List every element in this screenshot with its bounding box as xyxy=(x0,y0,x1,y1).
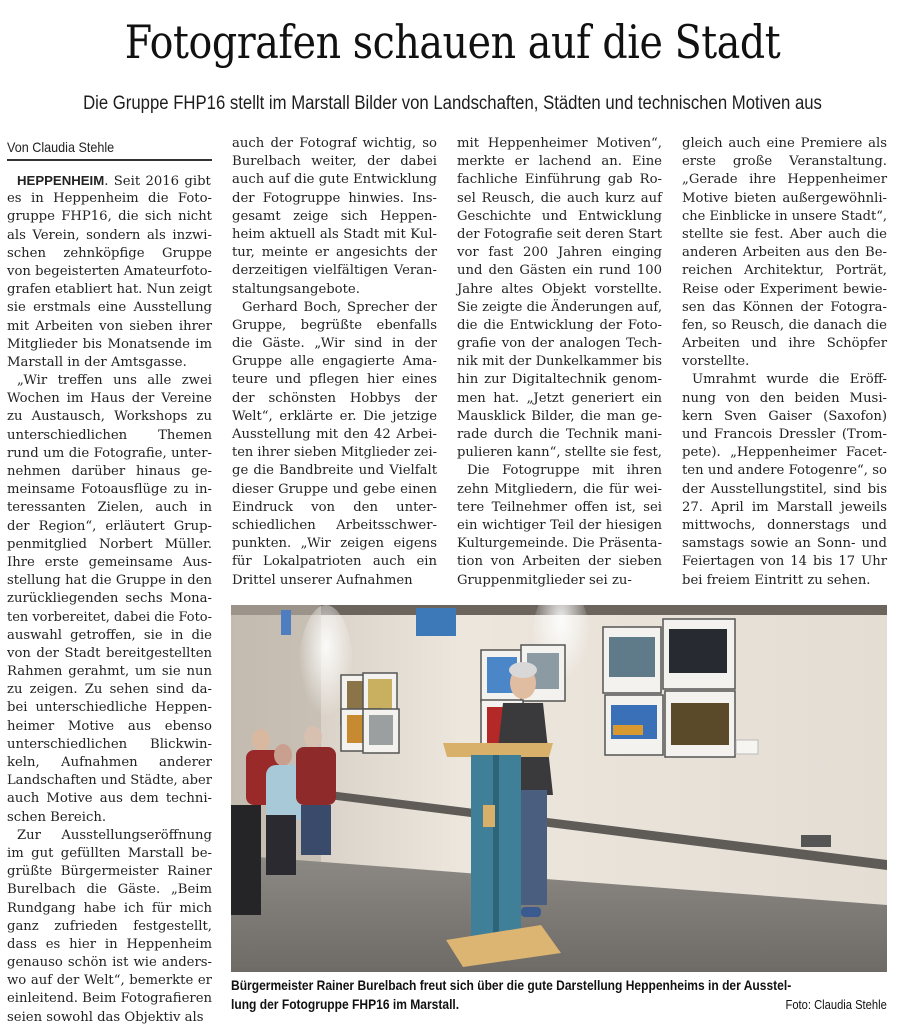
article-text-line xyxy=(682,481,887,499)
article-text: unterschiedlichen Themen xyxy=(7,427,212,443)
article-text-line xyxy=(7,208,212,226)
article-text-line xyxy=(7,518,212,536)
article-text: heimer Motive aus ebenso xyxy=(7,718,212,734)
article-text-line xyxy=(7,172,212,190)
article-text-line xyxy=(457,444,662,462)
article-text-line xyxy=(7,881,212,899)
article-text-line xyxy=(7,845,212,863)
article-text-line xyxy=(7,318,212,336)
article-text: penmitglied Norbert Müller. xyxy=(7,536,212,552)
article-text-line xyxy=(7,918,212,936)
article-text-line xyxy=(682,244,887,262)
article-text: stellte sie fest. Aber auch die xyxy=(682,226,887,242)
article-text-line xyxy=(232,553,437,571)
article-text: teressanten Zielen, auch in xyxy=(7,500,212,516)
article-text-line xyxy=(7,809,212,827)
article-text: Kulturgemeinde. Die Präsenta- xyxy=(457,536,662,552)
article-text-line xyxy=(457,481,662,499)
article-text: auswahl getroffen, sie in die xyxy=(7,627,212,643)
article-text-line xyxy=(232,171,437,189)
article-text-line xyxy=(7,590,212,608)
article-text: anderen Arbeiten aus den Be- xyxy=(682,245,887,261)
article-text: Mausklick Bilder, die man ge- xyxy=(457,408,662,424)
article-text-line xyxy=(682,499,887,517)
article-text: Umrahmt wurde die Eröff- xyxy=(692,372,887,388)
article-text: Geschichte und Entwicklung xyxy=(457,208,662,224)
article-text-line xyxy=(7,736,212,754)
article-text: HEPPENHEIM. Seit 2016 gibt xyxy=(17,173,211,189)
article-text: tion von Arbeiten der sieben xyxy=(457,554,662,570)
article-text-line xyxy=(232,317,437,335)
article-text: fen, so Reusch, die danach die xyxy=(682,317,887,333)
article-text: mit Heppenheimer Motiven“, xyxy=(457,136,662,151)
byline-divider xyxy=(7,159,212,161)
article-text: und Francois Dressler (Trom- xyxy=(682,427,887,442)
article-text: Ihre erste gemeinsame Aus- xyxy=(7,554,212,570)
article-text-line xyxy=(232,226,437,244)
article-text-line xyxy=(682,444,887,462)
article-text: Rahmen gerahmt, um sie nun xyxy=(7,664,212,680)
article-text: Reise oder Experiment bewie- xyxy=(682,281,887,297)
article-text: Gruppe alle engagierte Ama- xyxy=(232,354,437,370)
article-text-line xyxy=(232,572,437,590)
article-text-line xyxy=(682,281,887,299)
article-text-line xyxy=(232,244,437,262)
headline: Fotografen schauen auf die Stadt xyxy=(124,15,781,69)
article-text: als Verein, sondern als inzwi- xyxy=(7,227,212,243)
article-text-line xyxy=(7,827,212,845)
article-text-line xyxy=(7,772,212,790)
article-text-line xyxy=(232,190,437,208)
article-text: bei unterschiedliche Heppen- xyxy=(7,700,212,716)
article-text: Jahre altes Objekt vorstellte. xyxy=(457,281,662,297)
article-text: grafen etabliert hat. Nun zeigt xyxy=(7,282,212,298)
article-text: pulieren kann“, stellte sie fest, xyxy=(457,445,662,461)
article-text: meinsame Fotoausflüge zu in- xyxy=(7,482,212,498)
article-text: der Fotogruppe hinwies. Ins- xyxy=(232,190,437,206)
article-text-line xyxy=(457,153,662,171)
article-text: Marstall in der Amtsgasse. xyxy=(7,354,187,370)
article-text-line xyxy=(682,135,887,153)
article-text: es in Heppenheim die Foto- xyxy=(7,191,212,207)
article-text: von begeisterten Amateurfoto- xyxy=(7,263,212,279)
article-text: ten und andere Fotogenre“, so xyxy=(682,463,887,479)
article-text-line xyxy=(682,208,887,226)
article-text-line xyxy=(682,299,887,317)
article-text-line xyxy=(457,190,662,208)
article-text: zu Austausch, Workshops zu xyxy=(7,409,212,425)
article-text-line xyxy=(7,227,212,245)
article-text: der Fotografie seit deren Start xyxy=(457,226,662,242)
article-text-line xyxy=(232,371,437,389)
article-text: von der Stadt bereitgestellten xyxy=(7,645,212,661)
article-text: gruppe FHP16, die sich nicht xyxy=(7,209,212,225)
article-text: mittwochs, donnerstags und xyxy=(682,517,887,533)
ceiling-sign xyxy=(416,608,456,636)
article-column-1 xyxy=(7,172,212,1027)
article-text: Motive bieten außergewöhnli- xyxy=(682,190,887,206)
article-text-line xyxy=(7,499,212,517)
article-text-line xyxy=(7,900,212,918)
article-text-line xyxy=(7,954,212,972)
article-text: ge die Bandbreite und Vielfalt xyxy=(232,463,437,479)
article-text: Eindruck von den unter- xyxy=(232,499,437,515)
article-text-line xyxy=(457,335,662,353)
article-text-line xyxy=(7,281,212,299)
article-text-line xyxy=(457,499,662,517)
article-text: gesamt zeige sich Heppen- xyxy=(232,208,437,224)
article-text: schen zehnköpfige Gruppe xyxy=(7,245,212,261)
article-text: im gut gefüllten Marstall be- xyxy=(7,845,212,861)
article-text-line xyxy=(457,135,662,153)
article-text: reichen Architektur, Porträt, xyxy=(682,263,887,279)
article-text-line xyxy=(232,262,437,280)
wall-outlet xyxy=(801,835,831,847)
article-text: ganz zufrieden festgestellt, xyxy=(7,918,212,934)
article-text-line xyxy=(457,299,662,317)
article-text-line xyxy=(7,299,212,317)
article-text: Die Fotogruppe mit ihren xyxy=(467,463,662,479)
article-text: der schönsten Hobbys der xyxy=(232,390,437,406)
article-text: nung von den beiden Musi- xyxy=(682,390,887,406)
article-text-line xyxy=(7,390,212,408)
article-text-line xyxy=(682,317,887,335)
article-text-line xyxy=(7,663,212,681)
article-text-line xyxy=(7,754,212,772)
article-text: Arbeiten und ihre Schöpfer xyxy=(682,336,887,352)
article-text: auch auf die gute Entwicklung xyxy=(232,172,437,188)
article-text: und den Gästen ein rund 100 xyxy=(457,263,662,279)
article-text-line xyxy=(682,190,887,208)
article-text-line xyxy=(682,572,887,590)
article-text: Zur Ausstellungseröffnung xyxy=(17,827,212,843)
article-text-line xyxy=(7,427,212,445)
article-text-line xyxy=(7,463,212,481)
article-text: der Region“, erläutert Grup- xyxy=(7,518,212,534)
article-text: kern Sven Gaiser (Saxofon) xyxy=(682,408,887,424)
article-text-line xyxy=(682,517,887,535)
article-text-line xyxy=(7,190,212,208)
article-text: ten vorbereitet, dabei die Foto- xyxy=(7,609,212,625)
article-text: Sie zeigte die Änderungen auf, xyxy=(457,299,662,315)
article-text-line xyxy=(7,627,212,645)
article-text-line xyxy=(7,372,212,390)
article-text: Burelbach die Gäste. „Beim xyxy=(7,882,212,898)
article-text-line xyxy=(7,790,212,808)
article-text-line xyxy=(232,481,437,499)
article-text-line xyxy=(457,353,662,371)
article-text: unterschiedlichen Blickwin- xyxy=(7,736,212,752)
article-text: men hat. „Jetzt generiert ein xyxy=(457,390,662,406)
article-text: schiedlichen Arbeitsschwer- xyxy=(232,517,437,533)
article-text-line xyxy=(457,517,662,535)
article-text-line xyxy=(682,553,887,571)
article-text-line xyxy=(682,353,887,371)
article-text-line xyxy=(232,390,437,408)
article-text: che Einblicke in unsere Stadt“, xyxy=(682,208,887,224)
article-text-line xyxy=(457,572,662,590)
exhibition-photo-illustration xyxy=(231,605,887,972)
article-photo xyxy=(231,605,887,972)
article-text-line xyxy=(682,408,887,426)
article-text-line xyxy=(232,281,437,299)
article-text: hin zur Digitaltechnik genom- xyxy=(457,372,662,388)
caption-line: Bürgermeister Rainer Burelbach freut sich über die gute Darstellung Heppenheims in der Ausstel- xyxy=(231,977,792,993)
article-text-line xyxy=(7,572,212,590)
article-text: vorstellte. xyxy=(682,354,750,370)
article-text: fachliche Einführung gab Ro- xyxy=(457,172,662,188)
article-text: ein wichtiger Teil der hiesigen xyxy=(457,517,662,533)
article-text-line xyxy=(232,444,437,462)
article-text-line xyxy=(457,390,662,408)
article-text: grafie von der analogen Tech- xyxy=(457,336,662,352)
article-text-line xyxy=(232,408,437,426)
article-text: einleitend. Beim Fotografieren xyxy=(7,991,212,1007)
article-text-line xyxy=(232,462,437,480)
article-text-line xyxy=(457,171,662,189)
article-text-line xyxy=(457,408,662,426)
byline: Von Claudia Stehle xyxy=(7,139,115,155)
article-text: punkten. „Wir zeigen eigens xyxy=(232,536,437,552)
article-text: auch Motive aus dem techni- xyxy=(7,791,212,807)
article-text-line xyxy=(7,445,212,463)
article-text-line xyxy=(682,171,887,189)
article-text-line xyxy=(7,536,212,554)
article-text: wo auf der Welt“, bemerkte er xyxy=(7,973,212,989)
article-text: mit Arbeiten von sieben ihrer xyxy=(7,318,212,334)
article-text-line xyxy=(7,972,212,990)
article-text: genauso schön ist wie anders- xyxy=(7,955,212,971)
article-text-line xyxy=(682,262,887,280)
article-text-line xyxy=(7,1009,212,1027)
photo-credit: Foto: Claudia Stehle xyxy=(785,997,887,1012)
article-text: tere Teilnehmer offen ist, sei xyxy=(457,499,662,515)
article-text: Gruppe, begrüßte ebenfalls xyxy=(232,317,437,333)
article-text-line xyxy=(457,281,662,299)
article-text-line xyxy=(682,371,887,389)
article-text: heim aktuell als Stadt mit Kul- xyxy=(232,226,437,242)
article-text-line xyxy=(232,535,437,553)
article-text: Feiertagen von 14 bis 17 Uhr xyxy=(682,554,887,570)
subheadline: Die Gruppe FHP16 stellt im Marstall Bilder von Landschaften, Städten und technischen Motiven aus xyxy=(83,93,822,114)
article-text-line xyxy=(682,462,887,480)
article-text: stellung hat die Gruppe in den xyxy=(7,573,212,589)
article-text-line xyxy=(7,481,212,499)
article-text: zu zeigen. Zu sehen sind da- xyxy=(7,682,212,698)
article-text-line xyxy=(7,718,212,736)
article-text-line xyxy=(682,535,887,553)
article-text: derzeitigen vielfältigen Veran- xyxy=(232,263,437,279)
article-text-line xyxy=(7,681,212,699)
article-text-line xyxy=(7,645,212,663)
photo-caption xyxy=(231,976,887,1014)
article-text-line xyxy=(457,262,662,280)
article-text-line xyxy=(457,371,662,389)
article-text-line xyxy=(232,153,437,171)
article-text-line xyxy=(7,936,212,954)
article-text: 27. April im Marstall jeweils xyxy=(682,499,887,515)
article-text-line xyxy=(682,226,887,244)
article-text-line xyxy=(232,517,437,535)
article-text-line xyxy=(457,426,662,444)
article-text: Landschaften und Städte, aber xyxy=(7,773,212,789)
article-column-2 xyxy=(232,135,437,590)
article-text: sen das Können der Fotogra- xyxy=(682,299,887,315)
article-text: Welt“, erklärte er. Die jetzige xyxy=(232,408,437,424)
article-text: Gerhard Boch, Sprecher der xyxy=(242,299,437,315)
article-text-line xyxy=(7,863,212,881)
article-text: auch der Fotograf wichtig, so xyxy=(232,136,437,151)
article-text: „Wir treffen uns alle zwei xyxy=(17,373,212,389)
article-text-line xyxy=(7,336,212,354)
article-text-line xyxy=(232,208,437,226)
article-text-line xyxy=(232,426,437,444)
article-text: nehmen darüber hinaus ge- xyxy=(7,464,212,479)
framed-photos-left xyxy=(341,673,399,753)
article-text: schen Bereich. xyxy=(7,809,107,825)
article-text: „Gerade ihre Heppenheimer xyxy=(682,172,887,188)
article-text-line xyxy=(457,462,662,480)
article-text-line xyxy=(232,299,437,317)
article-text-line xyxy=(457,535,662,553)
article-text-line xyxy=(457,553,662,571)
article-text: tur, meinte er angesichts der xyxy=(232,245,437,261)
article-text: Burelbach weiter, der dabei xyxy=(232,154,437,170)
article-text-line xyxy=(232,353,437,371)
article-text: sie erstmals eine Ausstellung xyxy=(7,300,212,316)
ceiling-lamp xyxy=(281,610,291,635)
article-text: Rundgang habe ich für mich xyxy=(7,900,212,916)
article-text: pete). „Heppenheimer Facet- xyxy=(682,445,887,461)
article-text: Mitglieder bis Monatsende im xyxy=(7,336,212,352)
article-text-line xyxy=(232,335,437,353)
article-text: ten ihrer sieben Mitglieder zei- xyxy=(232,445,437,461)
article-text-line xyxy=(7,245,212,263)
article-text: rade durch die Technik mani- xyxy=(457,427,662,442)
article-text: Wochen im Haus der Vereine xyxy=(7,391,212,407)
article-text: für Lokalpatrioten auch ein xyxy=(232,554,437,570)
article-text: rund um die Fotografie, unter- xyxy=(7,445,212,461)
article-text-line xyxy=(7,263,212,281)
article-text-line xyxy=(7,990,212,1008)
article-text: nik mit der Dunkelkammer bis xyxy=(457,354,662,370)
article-text-line xyxy=(7,609,212,627)
article-column-4 xyxy=(682,135,887,590)
article-text-line xyxy=(682,390,887,408)
article-text: sel Reusch, die auch kurz auf xyxy=(457,190,662,206)
article-text-line xyxy=(682,153,887,171)
dateline: HEPPENHEIM xyxy=(17,173,105,188)
article-text: bei freiem Eintritt zu sehen. xyxy=(682,572,871,588)
article-text-line xyxy=(682,426,887,444)
article-text: der Ausstellungstitel, sind bis xyxy=(682,481,887,497)
article-text: teure und pflegen hier eines xyxy=(232,372,437,388)
article-text-line xyxy=(457,244,662,262)
article-text: keln, Aufnahmen anderer xyxy=(7,755,212,770)
article-text: zehn Mitgliedern, die für wei- xyxy=(457,481,662,497)
article-text: Drittel unserer Aufnahmen xyxy=(232,572,413,588)
article-text-line xyxy=(232,499,437,517)
article-column-3 xyxy=(457,135,662,590)
article-text: staltungsangebote. xyxy=(232,281,360,297)
article-text-line xyxy=(232,135,437,153)
article-text: die Gäste. „Wir sind in der xyxy=(232,336,437,352)
article-text: erste große Veranstaltung. xyxy=(682,154,887,170)
article-text: merkte er lachend an. Eine xyxy=(457,154,662,170)
article-text-line xyxy=(7,354,212,372)
article-text: zurückliegenden sechs Mona- xyxy=(7,591,212,607)
article-text: die die Entwicklung der Foto- xyxy=(457,317,662,333)
article-text: Gruppenmitglieder sei zu- xyxy=(457,572,632,588)
article-text: vor fast 200 Jahren einging xyxy=(457,245,662,261)
article-text-line xyxy=(457,317,662,335)
article-text: gleich auch eine Premiere als xyxy=(682,136,887,151)
caption-line: lung der Fotogruppe FHP16 im Marstall. xyxy=(231,996,460,1012)
article-text: seien sowohl das Objektiv als xyxy=(7,1009,204,1025)
article-text: dass es hier in Heppenheim xyxy=(7,936,212,952)
article-text-line xyxy=(7,699,212,717)
article-text: grüßte Bürgermeister Rainer xyxy=(7,864,212,880)
framed-photos-right xyxy=(603,619,758,757)
article-text-line xyxy=(457,208,662,226)
article-text-line xyxy=(457,226,662,244)
article-text: dieser Gruppe und gebe einen xyxy=(232,481,437,497)
article-text-line xyxy=(682,335,887,353)
article-text: Ausstellung mit den 42 Arbei- xyxy=(232,427,437,442)
article-text-line xyxy=(7,408,212,426)
article-text-line xyxy=(7,554,212,572)
article-text: samstags sowie an Sonn- und xyxy=(682,536,887,552)
